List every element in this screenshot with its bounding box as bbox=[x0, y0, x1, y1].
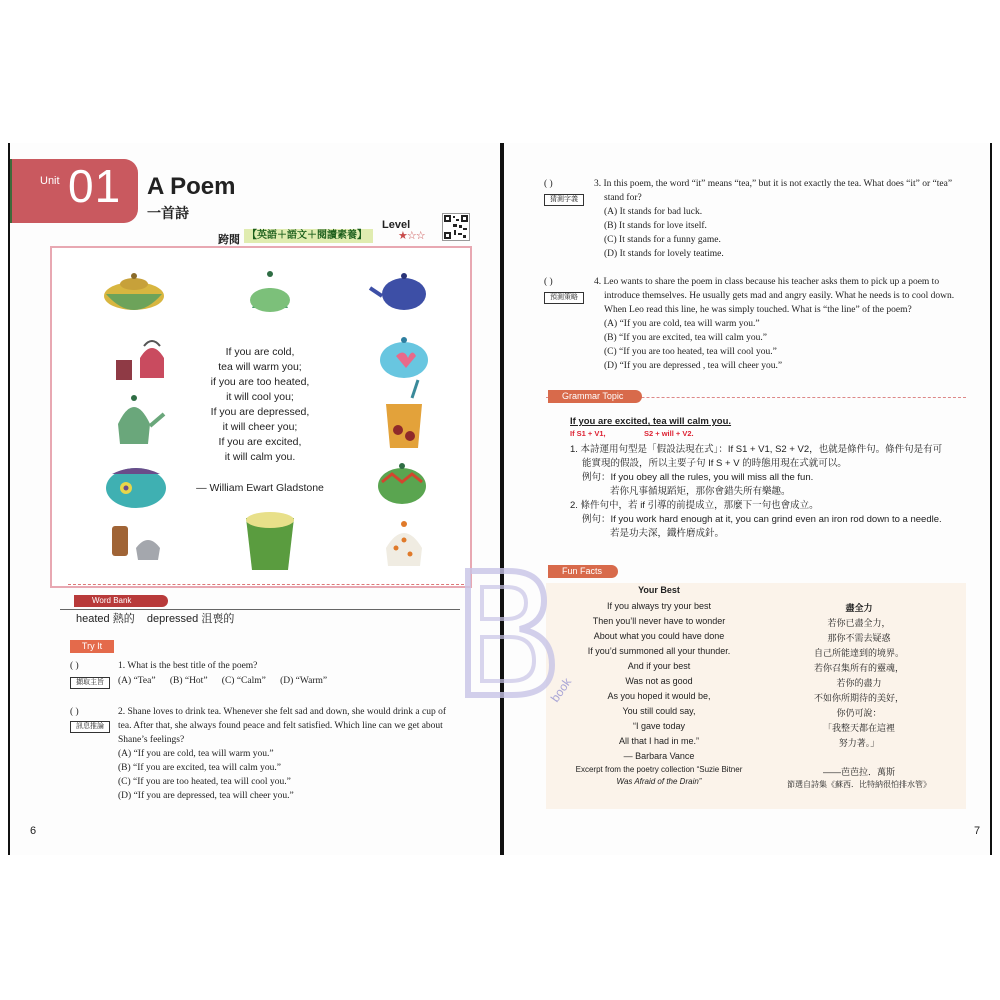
fun-poem-line-zh: 努力著。」 bbox=[838, 738, 880, 748]
poem-author: — William Ewart Gladstone bbox=[196, 482, 324, 494]
grammar-text: 1. 本詩運用句型是「假設法現在式」：If S1 + V1, S2 + V2，也就是條件句。條件句是有可 bbox=[570, 444, 943, 455]
grammar-example: If you are excited, tea will calm you. bbox=[570, 416, 732, 427]
option-a: (A) “If you are cold, tea will warm you.” bbox=[118, 749, 274, 759]
grammar-formula-2: S2 + will + V2. bbox=[644, 429, 694, 438]
fun-poem-line-zh: 若你召集所有的靈魂， bbox=[813, 663, 904, 673]
poem-line: it will cool you; bbox=[226, 391, 294, 403]
option-d: (D) “If you are depressed, tea will cheer you.” bbox=[118, 791, 294, 801]
question-text: 3. In this poem, the word “it” means “tea,” but it is not exactly the tea. What does “it” or “tea” bbox=[594, 179, 953, 189]
question-text: Shane’s feelings? bbox=[118, 735, 185, 745]
teapot-icon bbox=[386, 521, 422, 566]
fun-poem-author-zh: ——芭芭拉．萬斯 bbox=[822, 767, 895, 777]
teapot-icon bbox=[380, 337, 428, 378]
option-c: (C) “If you are too heated, tea will cool you.” bbox=[604, 347, 777, 357]
fun-poem-line: And if your best bbox=[627, 661, 691, 671]
word-bank-divider bbox=[68, 584, 464, 585]
fun-poem-source-zh: 節選自詩集《蘇西．比特納很怕排水管》 bbox=[787, 780, 931, 789]
fun-poem-line-zh: 那你不需去疑惑 bbox=[827, 633, 891, 643]
fun-poem-line-zh: 你仍可說： bbox=[836, 708, 882, 718]
drink-icon bbox=[386, 380, 422, 448]
cross-tags: 【英語＋語文＋閱讀素養】 bbox=[244, 229, 373, 243]
answer-blank[interactable]: ( ) bbox=[70, 661, 79, 671]
poem-line: it will calm you. bbox=[224, 451, 296, 463]
skill-tag: 預測策略 bbox=[544, 292, 584, 304]
left-page bbox=[10, 143, 500, 855]
fun-poem-source: Excerpt from the poetry collection “Suzie Bitner bbox=[575, 765, 743, 774]
option-d: (D) “If you are depressed , tea will cheer you.” bbox=[604, 361, 783, 371]
right-page bbox=[504, 143, 990, 855]
option-b: (B) “If you are excited, tea will calm you.” bbox=[604, 333, 768, 343]
teapot-icon bbox=[116, 341, 164, 380]
answer-blank[interactable]: ( ) bbox=[70, 707, 79, 717]
book-spread bbox=[8, 143, 992, 855]
grammar-translation: 若是功夫深，鐵杵磨成針。 bbox=[610, 528, 725, 539]
grammar-example-sentence: 例句：If you obey all the rules, you will miss all the fun. bbox=[582, 472, 814, 483]
watermark-text: book bbox=[547, 675, 575, 705]
watermark-logo-icon bbox=[448, 561, 564, 701]
question-text: 1. What is the best title of the poem? bbox=[118, 661, 258, 671]
fun-poem-title-zh: 盡全力 bbox=[845, 603, 873, 613]
try-it-label: Try It bbox=[70, 640, 114, 653]
grammar-label: Grammar Topic bbox=[548, 390, 642, 403]
teapot-icon bbox=[106, 468, 166, 508]
skill-tag: 擷取主旨 bbox=[70, 677, 110, 689]
poem-line: tea will warm you; bbox=[218, 361, 302, 373]
fun-poem-line: Was not as good bbox=[625, 676, 693, 686]
answer-blank[interactable]: ( ) bbox=[544, 179, 553, 189]
unit-word: Unit bbox=[40, 175, 60, 187]
answer-blank[interactable]: ( ) bbox=[544, 277, 553, 287]
poem-box bbox=[50, 246, 472, 588]
fun-poem-title: Your Best bbox=[638, 585, 680, 595]
fun-poem-line: About what you could have done bbox=[593, 631, 725, 641]
question-text: 2. Shane loves to drink tea. Whenever she felt sad and down, she would drink a cup of bbox=[118, 707, 447, 717]
poem-line: If you are depressed, bbox=[210, 406, 310, 418]
teapot-icon bbox=[250, 271, 290, 312]
skill-tag: 猜測字義 bbox=[544, 194, 584, 206]
question-text: When Leo read this line, he was simply touched. What is “the line” of the poem? bbox=[604, 305, 912, 315]
skill-tag: 訊息推論 bbox=[70, 721, 110, 733]
option-c: (C) “If you are too heated, tea will cool you.” bbox=[118, 777, 291, 787]
word-bank-entries: heated 熱的 depressed 沮喪的 bbox=[76, 613, 235, 625]
option-b: (B) It stands for love itself. bbox=[604, 221, 707, 231]
fun-poem-line-zh: 若你已盡全力， bbox=[827, 618, 891, 628]
level-label: Level bbox=[382, 219, 411, 231]
question-text: 4. Leo wants to share the poem in class because his teacher asks them to pick up a poem to bbox=[594, 277, 940, 287]
poem-line: it will cheer you; bbox=[222, 421, 298, 433]
teapot-icon bbox=[118, 395, 164, 444]
option-d: (D) It stands for lovely teatime. bbox=[604, 249, 724, 259]
teapot-icon bbox=[370, 273, 426, 310]
grammar-example-sentence: 例句：If you work hard enough at it, you can grind even an iron rod down to a needle. bbox=[582, 514, 942, 525]
teapot-icon bbox=[112, 526, 160, 560]
fun-poem-line: If you’d summoned all your thunder. bbox=[587, 646, 731, 656]
page-title: A Poem bbox=[147, 173, 236, 200]
question-text: stand for? bbox=[604, 193, 642, 203]
teapot-icon bbox=[378, 463, 426, 504]
fun-poem-author: — Barbara Vance bbox=[623, 751, 695, 761]
grammar-formula-1: If S1 + V1, bbox=[570, 429, 606, 438]
word-bank-label: Word Bank bbox=[74, 595, 168, 607]
option-c: (C) It stands for a funny game. bbox=[604, 235, 721, 245]
grammar-text: 能實現的假設，所以主要子句 If S + V 的時態用現在式就可以。 bbox=[582, 458, 847, 469]
fun-poem-line: As you hoped it would be, bbox=[607, 691, 711, 701]
option-b: (B) “If you are excited, tea will calm you.” bbox=[118, 763, 282, 773]
question-text: introduce themselves. He usually gets mad and angry easily. What he needs is to cool down. bbox=[604, 291, 955, 301]
fun-poem-source: Was Afraid of the Drain” bbox=[616, 777, 702, 786]
fun-poem-line: You still could say, bbox=[622, 706, 696, 716]
poem-line: If you are excited, bbox=[218, 436, 302, 448]
question-text: tea. After that, she always found peace and felt satisfied. Which line can we get about bbox=[118, 721, 443, 731]
qr-code[interactable] bbox=[442, 213, 470, 241]
fun-poem-line: Then you’ll never have to wonder bbox=[592, 616, 726, 626]
fun-poem-line: “I gave today bbox=[632, 721, 686, 731]
option-a: (A) It stands for bad luck. bbox=[604, 207, 703, 217]
fun-poem-line-zh: 不如你所期待的美好， bbox=[813, 693, 904, 703]
grammar-text: 2. 條件句中，若 if 引導的前提成立，那麼下一句也會成立。 bbox=[570, 500, 819, 511]
level-stars: ★☆☆ bbox=[398, 230, 425, 242]
cup-icon bbox=[246, 512, 294, 570]
question-options: (A) “Tea” (B) “Hot” (C) “Calm” (D) “Warm” bbox=[118, 676, 328, 686]
fun-poem-line-zh: 自己所能達到的境界。 bbox=[813, 648, 904, 658]
fun-facts-label: Fun Facts bbox=[548, 565, 618, 578]
poem-line: If you are cold, bbox=[225, 346, 295, 358]
fun-poem-line-zh: 若你的盡力 bbox=[836, 678, 882, 688]
option-a: (A) “If you are cold, tea will warm you.” bbox=[604, 319, 760, 329]
teapot-icon bbox=[104, 273, 164, 310]
grammar-translation: 若你凡事循規蹈矩，那你會錯失所有樂趣。 bbox=[610, 486, 791, 497]
fun-poem-line-zh: 「我整天都在這裡 bbox=[822, 723, 895, 733]
page-number: 7 bbox=[974, 825, 981, 837]
page-number: 6 bbox=[30, 825, 37, 837]
page-subtitle: 一首詩 bbox=[147, 205, 189, 221]
poem-line: if you are too heated, bbox=[210, 376, 310, 388]
cross-label: 跨閱 bbox=[218, 234, 240, 246]
fun-poem-line: If you always try your best bbox=[606, 601, 712, 611]
unit-number: 01 bbox=[68, 160, 122, 212]
fun-poem-line: All that I had in me.” bbox=[618, 736, 700, 746]
